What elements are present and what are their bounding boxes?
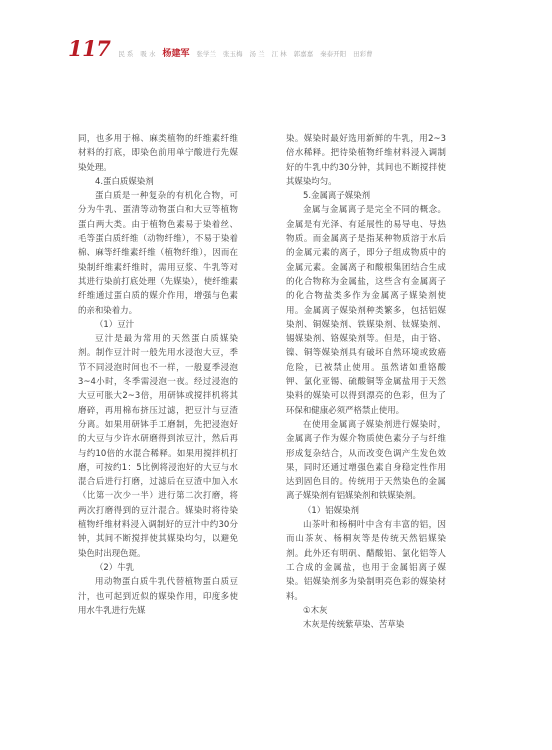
subsection-heading: （1）铝媒染剂 [303,504,359,515]
body-paragraph: 在使用金属离子媒染剂进行媒染时，金属离子作为媒介物质使色素分子与纤维形成复杂结合，从而改变色调产生发色效果，同时还通过增强色素自身稳定性作用达到固色目的。传统用于天然染色的金属离子媒染剂有铝媒染剂和铁媒染剂。 [286,418,446,501]
body-paragraph: 木灰是传统紫草染、苦草染 [303,619,405,630]
nav-item[interactable]: 民 系 [118,50,134,58]
section-heading: 4.蛋白质媒染剂 [95,175,154,186]
nav-item[interactable]: 张学兰 [196,50,217,58]
nav-item[interactable]: 江 林 [271,50,287,58]
subsection-heading: （1）豆汁 [95,318,135,329]
subsection-heading: （2）牛乳 [95,561,135,572]
nav-item[interactable]: 田彩曹 [353,50,373,58]
nav-item[interactable]: 杨建军 [162,49,190,59]
nav-item[interactable]: 郭嘉嘉 [293,50,314,58]
body-paragraph: 山茶叶和杨桐叶中含有丰富的铝，因而山茶灰、杨桐灰等是传统天然铝媒染剂。此外还有明矾、醋酸铝、氯化铝等人工合成的金属盐，也用于金属铝离子媒染。铝媒染剂多为染制明亮色彩的媒染材料。 [286,519,446,601]
body-paragraph: 蛋白质是一种复杂的有机化合物，可分为牛乳、蛋清等动物蛋白和大豆等植物蛋白两大类。由于植物色素易于染着丝、毛等蛋白质纤维（动物纤维），不易于染着棉、麻等纤维素纤维（植物纤维），因而在染制纤维素纤维时，需用豆浆、牛乳等对其进行染前打底处理（先媒染），使纤维素纤维通过蛋白质的媒介作用，增强与色素的亲和染着力。 [78,190,238,315]
section-heading: 5.金属离子媒染剂 [303,190,371,201]
nav-item[interactable]: 秦泰开阳 [320,50,347,58]
subsection-heading: ①木灰 [303,604,328,615]
section-nav [118,46,372,59]
body-paragraph: 用动物蛋白质牛乳代替植物蛋白质豆汁，也可起到近似的媒染作用，印度多使用水牛乳进行先媒 [78,576,238,615]
body-paragraph: 染。媒染时最好选用新鲜的牛乳，用2~3倍水稀释。把待染植物纤维材料浸入调制好的牛乳中约30分钟，其间也不断搅拌使其媒染均匀。 [286,133,446,186]
body-paragraph: 同，也多用于棉、麻类植物的纤维素纤维材料的打底，即染色前用单宁酸进行先媒染处理。 [78,133,238,172]
body-paragraph: 金属与金属离子是完全不同的概念。金属是有光泽、有延展性的易导电、导热物质。而金属离子是指某种物质溶于水后的金属元素的离子，即分子组成物质中的金属元素。金属离子和酸根集团结合生成的化合物称为金属盐，这些含有金属离子的化合物盐类多作为金属离子媒染剂使用。金属离子媒染剂种类繁多，包括铝媒染剂、铜媒染剂、铁媒染剂、钛媒染剂、锡媒染剂、铬媒染剂等。但是，由于铬、镍、铜等媒染剂具有破坏自然环境或致癌危险，已被禁止使用。虽然诸如重铬酸钾、氯化亚锡、硫酸铜等金属盐用于天然染料的媒染可以得到漂亮的色彩，但为了环保和健康必须严格禁止使用。 [286,204,446,415]
body-paragraph: 豆汁是最为常用的天然蛋白质媒染剂。制作豆汁时一般先用水浸泡大豆，季节不同浸泡时间也不一样，一般夏季浸泡3~4小时，冬季需浸泡一夜。经过浸泡的大豆可胀大2~3倍，用研钵或搅拌机将其磨碎，再用棉布挤压过滤，把豆汁与豆渣分离。如果用研钵手工磨制，先把浸泡好的大豆与少许水研磨得到浓豆汁，然后再与约10倍的水混合稀释。如果用搅拌机打磨，可按约1：5比例将浸泡好的大豆与水混合后进行打磨，过滤后在豆渣中加入水（比第一次少一半）进行第二次打磨，将两次打磨得到的豆汁混合。媒染时将待染植物纤维材料浸入调制好的豆汁中约30分钟，其间不断搅拌使其媒染均匀，以避免染色时出现色斑。 [78,333,238,558]
left-column [78,131,238,617]
right-column [286,131,446,631]
page-header [68,36,373,61]
page-number: 117 [68,36,111,61]
nav-item[interactable]: 张玉梅 [223,50,243,58]
nav-item[interactable]: 汤 兰 [249,50,265,58]
nav-item[interactable]: 吸 水 [140,50,156,58]
